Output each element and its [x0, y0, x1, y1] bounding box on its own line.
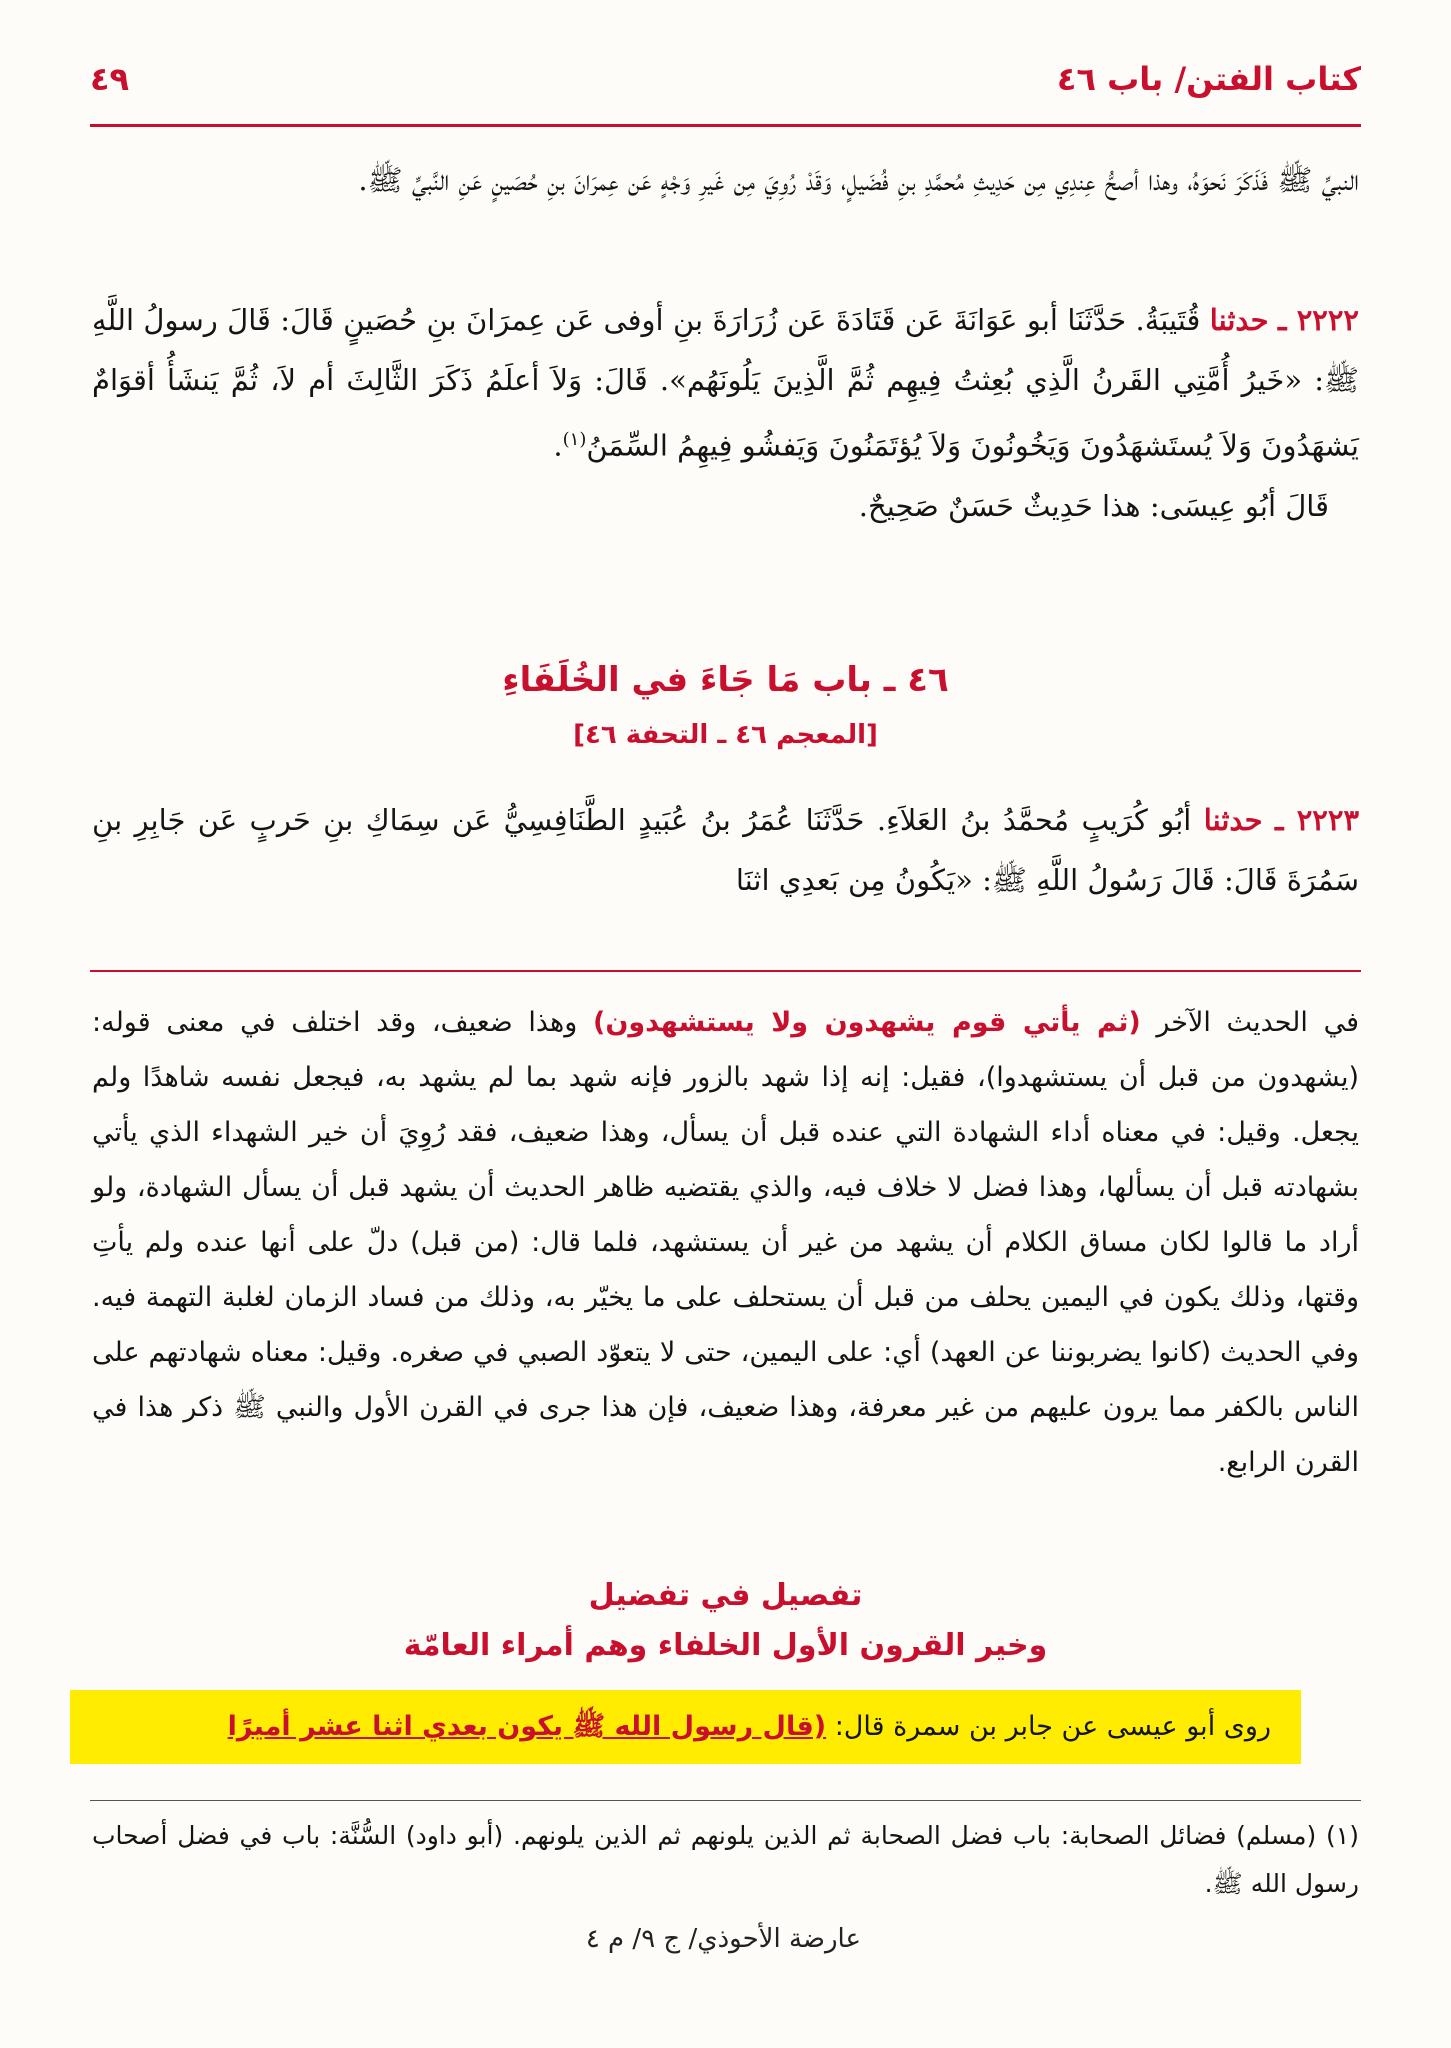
hadith-number: ٢٢٢٢ ـ: [1277, 303, 1360, 337]
highlight-quote: (قال رسول الله ﷺ يكون بعدي اثنا عشر أميرًا: [227, 1711, 827, 1742]
hadith-marker: حدثنا: [1209, 303, 1269, 337]
footnote: [92, 1812, 1359, 1908]
commentary-body: وهذا ضعيف، وقد اختلف في معنى قوله: (يشهدون من قبل أن يستشهدوا)، فقيل: إنه إذا شهد بالزور فإنه شهد بما لم يشهد به، فيجعل نفسه شاهدًا ولم يجعل. وقيل: في معناه أداء الشهادة التي عنده قبل أن يسأل، وهذا ضعيف، فقد رُوِيَ أن خير الشهداء الذي يأتي بشهادته قبل أن يسألها، وهذا فضل لا خلاف فيه، والذي يقتضيه ظاهر الحديث أن يشهد قبل أن يسأل الشهادة، ولو أراد ما قالوا لكان مساق الكلام أن يشهد من غير أن يستشهد، فلما قال: (من قبل) دلّ على أنها عنده ولم يأتِ وقتها، وذلك يكون في اليمين يحلف من قبل أن يستحلف على ما يخيّر به، وذلك من فساد الزمان لغلبة التهمة فيه. وفي الحديث (كانوا يضربوننا عن العهد) أي: على اليمين، حتى لا يتعوّد الصبي في صغره. وقيل: معناه شهادتهم على الناس بالكفر مما يرون عليهم من غير معرفة، وهذا ضعيف، فإن هذا جرى في القرن الأول والنبي ﷺ ذكر هذا في القرن الرابع.: [92, 1007, 1359, 1478]
chapter-number: ٤٦ ـ: [883, 660, 949, 700]
hadith-grading: قَالَ أبُو عِيسَى: هذا حَدِيثٌ حَسَنٌ صَحِيحٌ.: [858, 488, 1329, 523]
subheading-line-1: تفصيل في تفضيل: [588, 1578, 863, 1613]
hadith-marker: حدثنا: [1203, 803, 1263, 837]
running-head: [90, 60, 1361, 120]
hadith-number: ٢٢٢٣ ـ: [1274, 803, 1360, 837]
printer-signature: عارضة الأحوذي/ ج ٩/ م ٤: [585, 1924, 861, 1954]
subheading-line-2: وخير القرون الأول الخلفاء وهم أمراء العامّة: [403, 1628, 1048, 1663]
footnote-rule: [90, 1800, 1361, 1801]
header-rule: [90, 124, 1361, 127]
hadith-2223: [92, 790, 1359, 910]
hadith-text: أبُو كُرَيبٍ مُحمَّدُ بنُ العَلاَءِ. حَدَّثَنَا عُمَرُ بنُ عُبَيدٍ الطَّنَافِسِيُّ عَن سِمَاكِ بنِ حَربٍ عَن جَابِرِ بنِ سَمُرَةَ قَالَ: قَالَ رَسُولُ اللَّهِ ﷺ: «يَكُونُ مِن بَعدِي اثنَا: [92, 803, 1359, 897]
chapter-word: باب: [812, 660, 872, 700]
commentary: [92, 995, 1359, 1490]
chapter-title: مَا جَاءَ في الخُلَفَاءِ: [502, 660, 801, 700]
hadith-continuation: [92, 150, 1359, 210]
highlight-lead: روى أبو عيسى عن جابر بن سمرة قال:: [834, 1711, 1271, 1742]
highlighted-quote: [70, 1690, 1301, 1764]
running-title: كتاب الفتن/ باب ٤٦: [1056, 60, 1361, 98]
hadith-2222: ٢٢٢٢ ـ حدثنا قُتَيبَةُ. حَدَّثَنَا أبو عَوَانَةَ عَن قَتَادَةَ عَن زُرَارَةَ بنِ أوفى عَن عِمرَانَ بنِ حُصَينٍ قَالَ: قَالَ رسولُ اللَّهِ ﷺ: «خَيرُ أُمَّتِي القَرنُ الَّذِي بُعِثتُ فِيهِم ثُمَّ الَّذِينَ يَلُونَهُم». قَالَ: وَلاَ أعلَمُ ذَكَرَ الثَّالِثَ أم لاَ، ثُمَّ يَنشَأُ أقوَامٌ يَشهَدُونَ وَلاَ يُستَشهَدُونَ وَيَخُونُونَ وَلاَ يُؤتَمَنُونَ وَيَفشُو فِيهِمُ السِّمَنُ$^{(١)}$. قَالَ أبُو عِيسَى: هذا حَدِيثٌ حَسَنٌ صَحِيحٌ.: [92, 290, 1359, 536]
page-number: ٤٩: [90, 60, 130, 98]
chapter-reference: [المعجم ٤٦ ـ التحفة ٤٦]: [573, 720, 878, 750]
chapter-heading: [92, 660, 1359, 700]
commentary-quote: (ثم يأتي قوم يشهدون ولا يستشهدون): [593, 1007, 1141, 1038]
commentary-rule: [90, 970, 1361, 972]
hadith-continuation-text: النبيِّ ﷺ فَذَكَرَ نَحوَهُ، وهذا أصحُّ عِندِي مِن حَدِيثِ مُحمَّدِ بنِ فُضَيلٍ، وَقَدْ رُوِيَ مِن غَيرِ وَجْهٍ عَن عِمرَانَ بنِ حُصَينٍ عَنِ النَّبيِّ ﷺ.: [358, 163, 1359, 197]
hadith-text: قُتَيبَةُ. حَدَّثَنَا أبو عَوَانَةَ عَن قَتَادَةَ عَن زُرَارَةَ بنِ أوفى عَن عِمرَانَ بنِ حُصَينٍ قَالَ: قَالَ رسولُ اللَّهِ ﷺ: «خَيرُ أُمَّتِي القَرنُ الَّذِي بُعِثتُ فِيهِم ثُمَّ الَّذِينَ يَلُونَهُم». قَالَ: وَلاَ أعلَمُ ذَكَرَ الثَّالِثَ أم لاَ، ثُمَّ يَنشَأُ أقوَامٌ يَشهَدُونَ وَلاَ يُستَشهَدُونَ وَيَخُونُونَ وَلاَ يُؤتَمَنُونَ وَيَفشُو فِيهِمُ السِّمَنُ: [92, 303, 1359, 463]
commentary-lead: في الحديث الآخر: [1156, 1007, 1359, 1038]
footnote-ref: (١): [562, 429, 587, 450]
footnote-text: (١) (مسلم) فضائل الصحابة: باب فضل الصحابة ثم الذين يلونهم ثم الذين يلونهم. (أبو داود) السُّنَّة: باب في فضل أصحاب رسول الله ﷺ.: [92, 1821, 1359, 1898]
